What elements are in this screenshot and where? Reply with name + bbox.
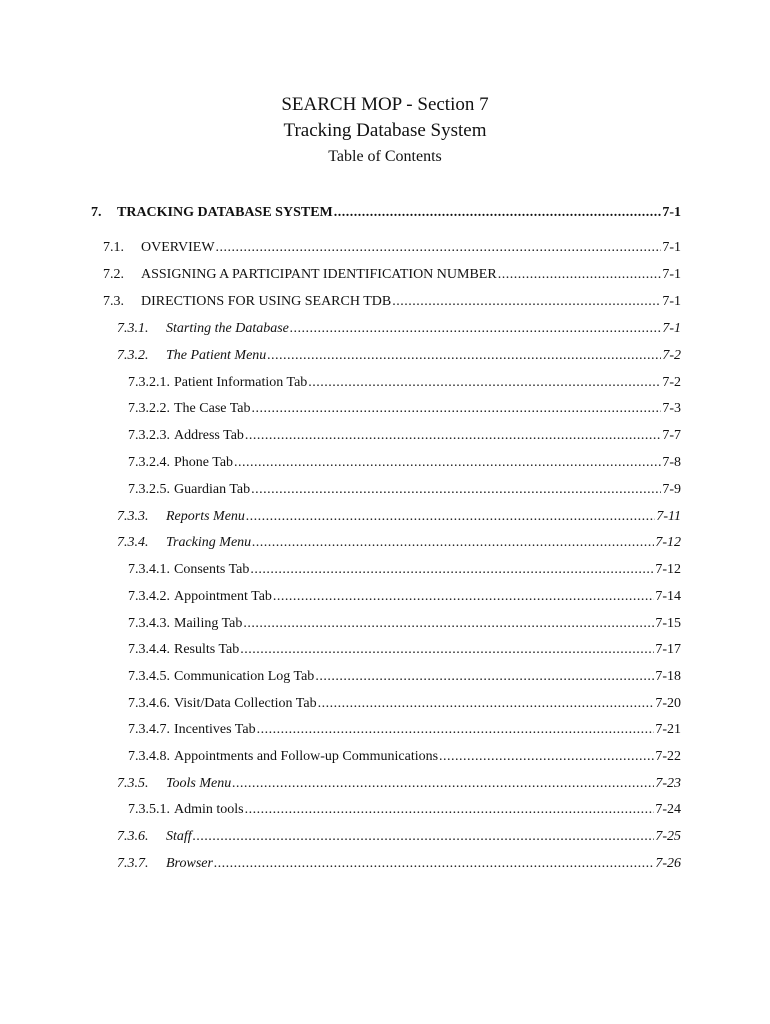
toc-entry-page: 7-23 — [655, 776, 681, 791]
dot-leader — [252, 399, 662, 419]
document-title: SEARCH MOP - Section 7 — [281, 94, 489, 115]
toc-entry-number: 7.3. — [103, 294, 124, 309]
toc-entry-number: 7.3.5. — [117, 776, 149, 791]
toc-entry-number: 7.3.4.1. — [128, 562, 170, 577]
toc-entry-title: Tracking Menu — [166, 535, 252, 550]
toc-entry-page: 7-17 — [655, 642, 681, 657]
toc-entry[interactable] — [128, 426, 681, 446]
toc-entry-page: 7-18 — [655, 669, 681, 684]
toc-entry-page: 7-1 — [662, 205, 681, 220]
toc-entry-number: 7.3.2.5. — [128, 482, 170, 497]
toc-entry[interactable] — [128, 587, 681, 607]
toc-entry-title: Tools Menu — [166, 776, 232, 791]
toc-entry-title: Address Tab — [174, 428, 244, 443]
toc-entry-title: The Patient Menu — [166, 348, 267, 363]
toc-entry[interactable] — [103, 265, 681, 285]
dot-leader — [334, 203, 662, 223]
document-subtitle: Tracking Database System — [283, 120, 487, 141]
toc-entry-number: 7.3.4.7. — [128, 722, 170, 737]
toc-entry-number: 7.3.2.4. — [128, 455, 170, 470]
toc-entry[interactable] — [128, 800, 681, 820]
toc-entry-number: 7.3.5.1. — [128, 802, 170, 817]
toc-entry-page: 7-9 — [662, 482, 681, 497]
toc-entry[interactable] — [128, 480, 681, 500]
toc-entry-number: 7.3.6. — [117, 829, 149, 844]
toc-entry-number: 7.3.4.6. — [128, 696, 170, 711]
dot-leader — [216, 238, 662, 258]
toc-entry-number: 7.3.4. — [117, 535, 149, 550]
toc-entry-page: 7-1 — [662, 240, 681, 255]
toc-entry-title: Reports Menu — [166, 509, 245, 524]
toc-entry-title: Phone Tab — [174, 455, 234, 470]
toc-entry-title: Starting the Database — [166, 321, 289, 336]
toc-heading: Table of Contents — [328, 148, 442, 165]
toc-entry-page: 7-12 — [655, 535, 681, 550]
dot-leader — [439, 747, 654, 767]
toc-entry-title: DIRECTIONS FOR USING SEARCH TDB — [141, 294, 392, 309]
toc-entry-page: 7-7 — [662, 428, 681, 443]
dot-leader — [290, 319, 661, 339]
dot-leader — [250, 560, 654, 580]
toc-entry[interactable] — [117, 774, 681, 794]
toc-entry-page: 7-24 — [655, 802, 681, 817]
toc-entry-page: 7-14 — [655, 589, 681, 604]
toc-entry-number: 7.3.2.3. — [128, 428, 170, 443]
toc-entry[interactable] — [128, 399, 681, 419]
toc-entry[interactable] — [117, 319, 681, 339]
toc-entry-page: 7-1 — [662, 267, 681, 282]
dot-leader — [193, 827, 655, 847]
toc-entry-title: Consents Tab — [174, 562, 250, 577]
dot-leader — [267, 346, 661, 366]
dot-leader — [308, 373, 661, 393]
toc-entry-page: 7-2 — [662, 375, 681, 390]
toc-entry-title: Results Tab — [174, 642, 240, 657]
toc-entry-title: Patient Information Tab — [174, 375, 308, 390]
dot-leader — [252, 533, 654, 553]
toc-entry-title: Appointment Tab — [174, 589, 272, 604]
dot-leader — [245, 800, 655, 820]
toc-entry[interactable] — [117, 346, 681, 366]
toc-entry-title: TRACKING DATABASE SYSTEM — [117, 205, 333, 220]
toc-entry[interactable] — [128, 640, 681, 660]
toc-entry-title: Communication Log Tab — [174, 669, 315, 684]
dot-leader — [318, 694, 655, 714]
dot-leader — [273, 587, 654, 607]
toc-entry-title: Staff — [166, 829, 192, 844]
toc-entry[interactable] — [117, 507, 681, 527]
toc-entry-title: The Case Tab — [174, 401, 251, 416]
dot-leader — [245, 426, 661, 446]
dot-leader — [315, 667, 654, 687]
toc-entry-number: 7.3.2.2. — [128, 401, 170, 416]
dot-leader — [392, 292, 661, 312]
toc-entry-page: 7-22 — [655, 749, 681, 764]
dot-leader — [214, 854, 654, 874]
toc-entry-page: 7-15 — [655, 616, 681, 631]
title-block — [0, 92, 770, 169]
dot-leader — [251, 480, 661, 500]
toc-entry-page: 7-1 — [662, 294, 681, 309]
toc-entry-number: 7.3.4.8. — [128, 749, 170, 764]
toc-entry-title: Incentives Tab — [174, 722, 256, 737]
toc-entry-page: 7-3 — [662, 401, 681, 416]
toc-entry-page: 7-21 — [655, 722, 681, 737]
toc-entry-page: 7-2 — [662, 348, 681, 363]
toc-entry[interactable] — [103, 292, 681, 312]
toc-entry-number: 7.3.4.4. — [128, 642, 170, 657]
toc-entry-number: 7.3.1. — [117, 321, 149, 336]
dot-leader — [232, 774, 654, 794]
toc-entry[interactable] — [91, 203, 681, 223]
toc-entry-page: 7-25 — [655, 829, 681, 844]
toc-entry[interactable] — [128, 373, 681, 393]
toc-entry[interactable] — [117, 533, 681, 553]
toc-entry-number: 7.2. — [103, 267, 124, 282]
toc-entry-page: 7-20 — [655, 696, 681, 711]
toc-entry-title: Appointments and Follow-up Communications — [174, 749, 439, 764]
toc-entry-page: 7-1 — [662, 321, 681, 336]
dot-leader — [498, 265, 662, 285]
toc-entry-page: 7-8 — [662, 455, 681, 470]
toc-entry-title: Guardian Tab — [174, 482, 251, 497]
toc-entry[interactable] — [128, 747, 681, 767]
dot-leader — [257, 720, 655, 740]
toc-entry-page: 7-26 — [655, 856, 681, 871]
toc-entry[interactable] — [117, 827, 681, 847]
toc-entry[interactable] — [117, 854, 681, 874]
toc-entry-number: 7.3.4.3. — [128, 616, 170, 631]
toc-entry[interactable] — [128, 614, 681, 634]
toc-entry[interactable] — [128, 720, 681, 740]
toc-entry[interactable] — [128, 453, 681, 473]
toc-entry-title: Browser — [166, 856, 213, 871]
dot-leader — [246, 507, 655, 527]
toc-entry[interactable] — [128, 667, 681, 687]
toc-entry-title: Visit/Data Collection Tab — [174, 696, 317, 711]
toc-entry-page: 7-12 — [655, 562, 681, 577]
toc-entry-number: 7.3.4.5. — [128, 669, 170, 684]
toc-entry-title: OVERVIEW — [141, 240, 215, 255]
toc-entry-number: 7.3.2.1. — [128, 375, 170, 390]
toc-entry[interactable] — [128, 560, 681, 580]
toc-entry[interactable] — [103, 238, 681, 258]
toc-entry-number: 7.3.4.2. — [128, 589, 170, 604]
toc-entry-page: 7-11 — [656, 509, 681, 524]
toc-entry[interactable] — [128, 694, 681, 714]
toc-entry-title: Admin tools — [174, 802, 244, 817]
toc-entry-number: 7. — [91, 205, 102, 220]
dot-leader — [234, 453, 661, 473]
toc-entry-number: 7.3.7. — [117, 856, 149, 871]
toc-entry-title: Mailing Tab — [174, 616, 243, 631]
toc-entry-number: 7.3.2. — [117, 348, 149, 363]
dot-leader — [240, 640, 654, 660]
toc-entry-number: 7.3.3. — [117, 509, 149, 524]
toc-entry-number: 7.1. — [103, 240, 124, 255]
toc-entry-title: ASSIGNING A PARTICIPANT IDENTIFICATION NUMBER — [141, 267, 497, 282]
dot-leader — [243, 614, 654, 634]
